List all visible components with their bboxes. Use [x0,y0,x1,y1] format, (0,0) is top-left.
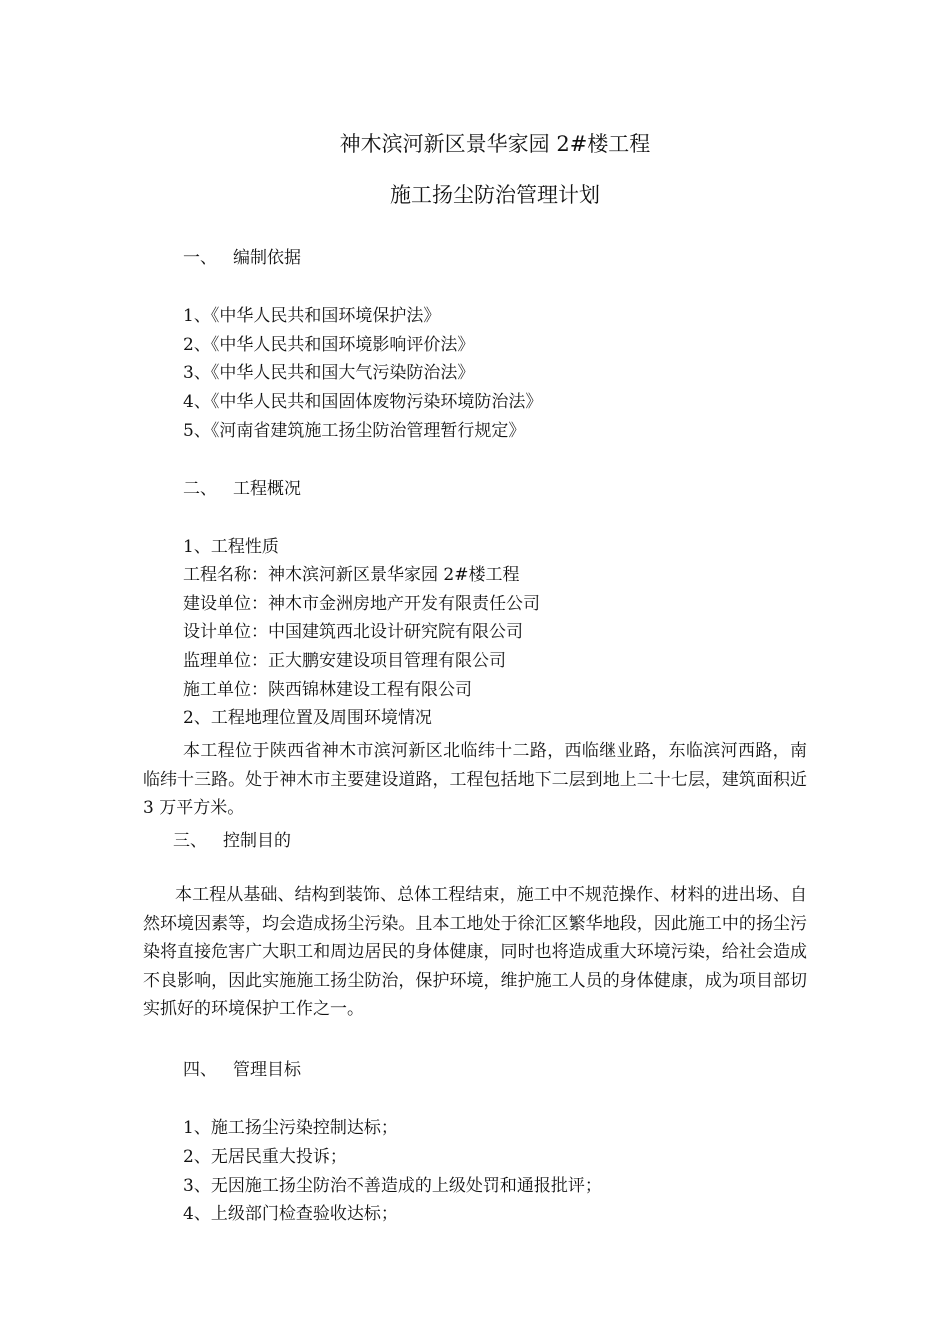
list-item: 3、无因施工扬尘防治不善造成的上级处罚和通报批评； [183,1176,602,1196]
subheading: 1、工程性质 [183,537,279,557]
detail-line: 施工单位：陕西锦林建设工程有限公司 [183,680,472,700]
list-item: 1、《中华人民共和国环境保护法》 [183,306,441,326]
list-item: 5、《河南省建筑施工扬尘防治管理暂行规定》 [183,421,526,441]
detail-line: 设计单位：中国建筑西北设计研究院有限公司 [183,622,523,642]
section-number: 三、 [173,831,207,851]
detail-line: 工程名称：神木滨河新区景华家园 2#楼工程 [183,565,520,585]
list-item: 2、《中华人民共和国环境影响评价法》 [183,335,475,355]
section-number: 二、 [183,479,217,499]
section-heading-3 [173,829,291,853]
body-paragraph: 本工程位于陕西省神木市滨河新区北临纬十二路，西临继业路，东临滨河西路，南临纬十三路。处于神木市主要建设道路，工程包括地下二层到地上二十七层，建筑面积近 3 万平方米。 [143,741,807,819]
list-item: 2、无居民重大投诉； [183,1147,347,1167]
section-number: 四、 [183,1060,217,1080]
section-number: 一、 [183,248,217,268]
list-item: 3、《中华人民共和国大气污染防治法》 [183,363,475,383]
section-title: 控制目的 [223,831,291,851]
document-title-line1: 神木滨河新区景华家园 2#楼工程 [339,132,651,156]
list-item: 4、上级部门检查验收达标； [183,1204,398,1224]
section-title: 编制依据 [233,248,301,268]
subheading: 2、工程地理位置及周围环境情况 [183,708,432,728]
list-item: 4、《中华人民共和国固体废物污染环境防治法》 [183,392,543,412]
section-heading-1 [183,246,301,270]
detail-line: 监理单位：正大鹏安建设项目管理有限公司 [183,651,506,671]
list-item: 1、施工扬尘污染控制达标； [183,1118,398,1138]
body-paragraph: 本工程从基础、结构到装饰、总体工程结束，施工中不规范操作、材料的进出场、自然环境因素等，均会造成扬尘污染。且本工地处于徐汇区繁华地段，因此施工中的扬尘污染将直接危害广大职工和周边居民的身体健康，同时也将造成重大环境污染，给社会造成不良影响，因此实施施工扬尘防治，保护环境，维护施工人员的身体健康，成为项目部切实抓好的环境保护工作之一。 [143,885,807,1020]
section-title: 管理目标 [233,1060,301,1080]
document-title-line2: 施工扬尘防治管理计划 [390,183,600,207]
detail-line: 建设单位：神木市金洲房地产开发有限责任公司 [183,594,540,614]
section-heading-2 [183,477,301,501]
section-heading-4 [183,1058,301,1082]
section-title: 工程概况 [233,479,301,499]
